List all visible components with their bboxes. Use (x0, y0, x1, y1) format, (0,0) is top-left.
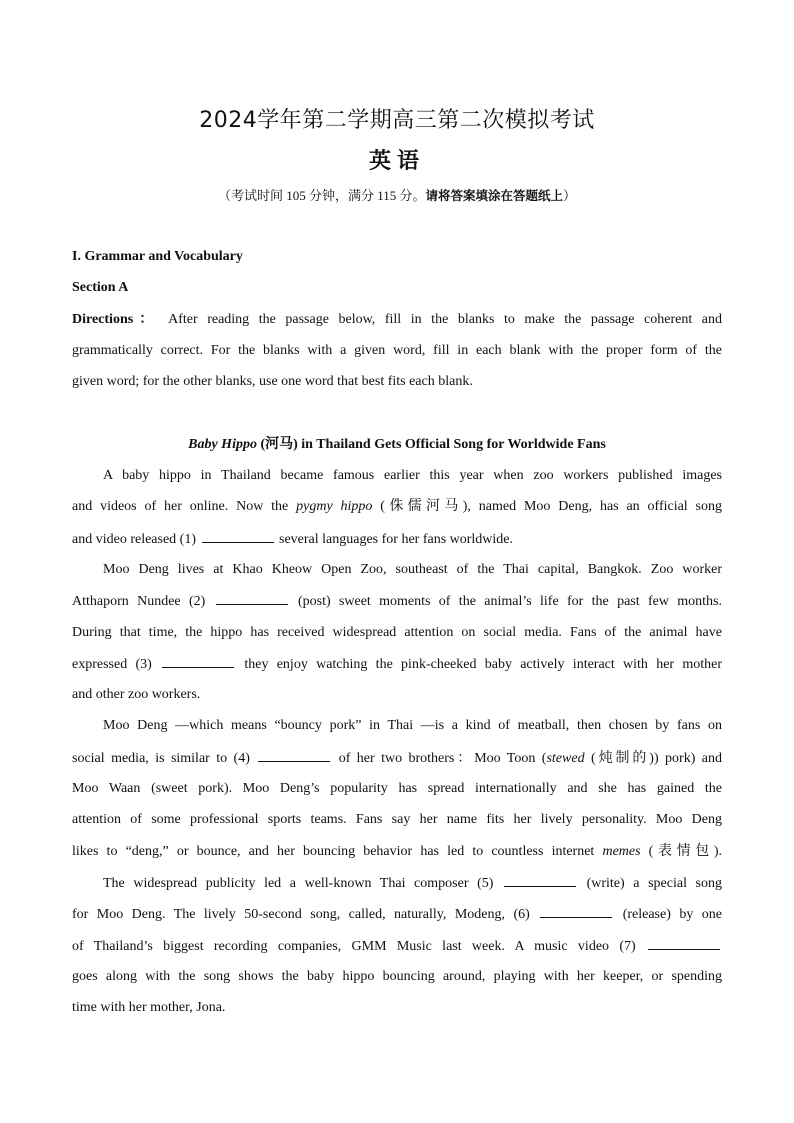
note-suffix: ） (563, 188, 577, 203)
exam-title: 2024学年第二学期高三第二次模拟考试 (199, 108, 595, 133)
line-text: The widespread publicity led a well-known Thai composer (5) (103, 875, 502, 891)
article-title-italic: Baby Hippo (188, 436, 257, 452)
article-body (72, 465, 722, 1028)
directions-line: grammatically correct. For the blanks with a given word, fill in each blank with the proper form of the (72, 342, 722, 358)
article-title (72, 434, 722, 465)
article-line (72, 747, 722, 778)
line-text: likes to “deng,” or bounce, and her bouncing behavior has led to countless internet (72, 843, 603, 859)
article-line (72, 590, 722, 621)
line-text: (表情包). (640, 843, 722, 859)
italic-term: memes (602, 843, 641, 859)
answer-blank (258, 747, 330, 762)
line-text: Moo Deng lives at Khao Kheow Open Zoo, southeast of the Thai capital, Bangkok. Zoo worker (103, 561, 722, 577)
line-text: several languages for her fans worldwide. (275, 531, 514, 547)
line-text: Atthaporn Nundee (2) (72, 594, 214, 610)
line-text: (post) sweet moments of the animal’s life for the past few months. (289, 594, 722, 610)
article-line (72, 465, 722, 496)
article-line (72, 809, 722, 840)
answer-blank (202, 528, 274, 543)
subject-title: 英语 (368, 149, 425, 174)
line-text: (侏儒河马), named Moo Deng, has an official song (372, 499, 723, 515)
article-title-rest: (河马) in Thailand Gets Official Song for Worldwide Fans (256, 436, 606, 452)
article-line (72, 528, 722, 559)
exam-note (0, 185, 794, 204)
part-heading: I. Grammar and Vocabulary (72, 249, 243, 264)
line-text: of Thailand’s biggest recording companies, GMM Music last week. A music video (7) (72, 938, 646, 954)
directions-line (72, 309, 722, 340)
line-text: of her two brothers：Moo Toon ( (332, 750, 547, 766)
line-text: and video released (1) (72, 531, 200, 547)
article-line (72, 622, 722, 653)
italic-term: stewed (546, 750, 585, 766)
line-text: attention of some professional sports teams. Fans say her name fits her lively personality. Moo Deng (72, 812, 722, 828)
line-text: Moo Deng —which means “bouncy pork” in Thai —is a kind of meatball, then chosen by fans on (103, 718, 722, 734)
directions-label: Directions： (72, 311, 160, 327)
line-text: goes along with the song shows the baby hippo bouncing around, playing with her keeper, or spending (72, 968, 722, 984)
answer-blank (540, 903, 612, 918)
line-text: (write) a special song (578, 875, 723, 891)
directions-line: given word; for the other blanks, use one word that best fits each blank. (72, 374, 473, 390)
article-line (72, 715, 722, 746)
spacer (72, 402, 722, 433)
line-text: expressed (3) (72, 656, 161, 672)
article-line (72, 997, 722, 1028)
line-text: time with her mother, Jona. (72, 1000, 226, 1016)
article-line (72, 872, 722, 903)
answer-blank (648, 935, 720, 950)
line-text: (release) by one (614, 907, 722, 923)
line-text: and videos of her online. Now the (72, 499, 297, 515)
note-instruction: 请将答案填涂在答题纸上 (425, 188, 564, 203)
answer-blank (504, 872, 576, 887)
article-line (72, 778, 722, 809)
italic-term: pygmy hippo (296, 499, 373, 515)
article-line (72, 684, 722, 715)
line-text: (炖制的)) pork) and (584, 750, 723, 766)
line-text: Moo Waan (sweet pork). Moo Deng’s popularity has spread internationally and she has gained the (72, 781, 722, 797)
line-text: for Moo Deng. The lively 50-second song, called, naturally, Modeng, (6) (72, 907, 539, 923)
section-heading: Section A (72, 280, 129, 296)
article-line (72, 653, 722, 684)
exam-content (72, 246, 722, 1028)
article-line (72, 496, 722, 527)
directions-text: After reading the passage below, fill in the blanks to make the passage coherent and (168, 311, 722, 327)
note-prefix: （考试时间 105 分钟，满分 115 分。 (217, 188, 426, 203)
line-text: During that time, the hippo has received widespread attention on social media. Fans of the animal have (72, 624, 722, 640)
answer-blank (162, 653, 234, 668)
line-text: social media, is similar to (4) (72, 750, 257, 766)
line-text: and other zoo workers. (72, 687, 201, 703)
line-text: they enjoy watching the pink-cheeked baby actively interact with her mother (236, 656, 723, 672)
line-text: A baby hippo in Thailand became famous earlier this year when zoo workers published images (103, 468, 722, 484)
answer-blank (216, 590, 288, 605)
article-line (72, 841, 722, 872)
article-line (72, 559, 722, 590)
article-line (72, 935, 722, 966)
article-line (72, 903, 722, 934)
article-line (72, 966, 722, 997)
